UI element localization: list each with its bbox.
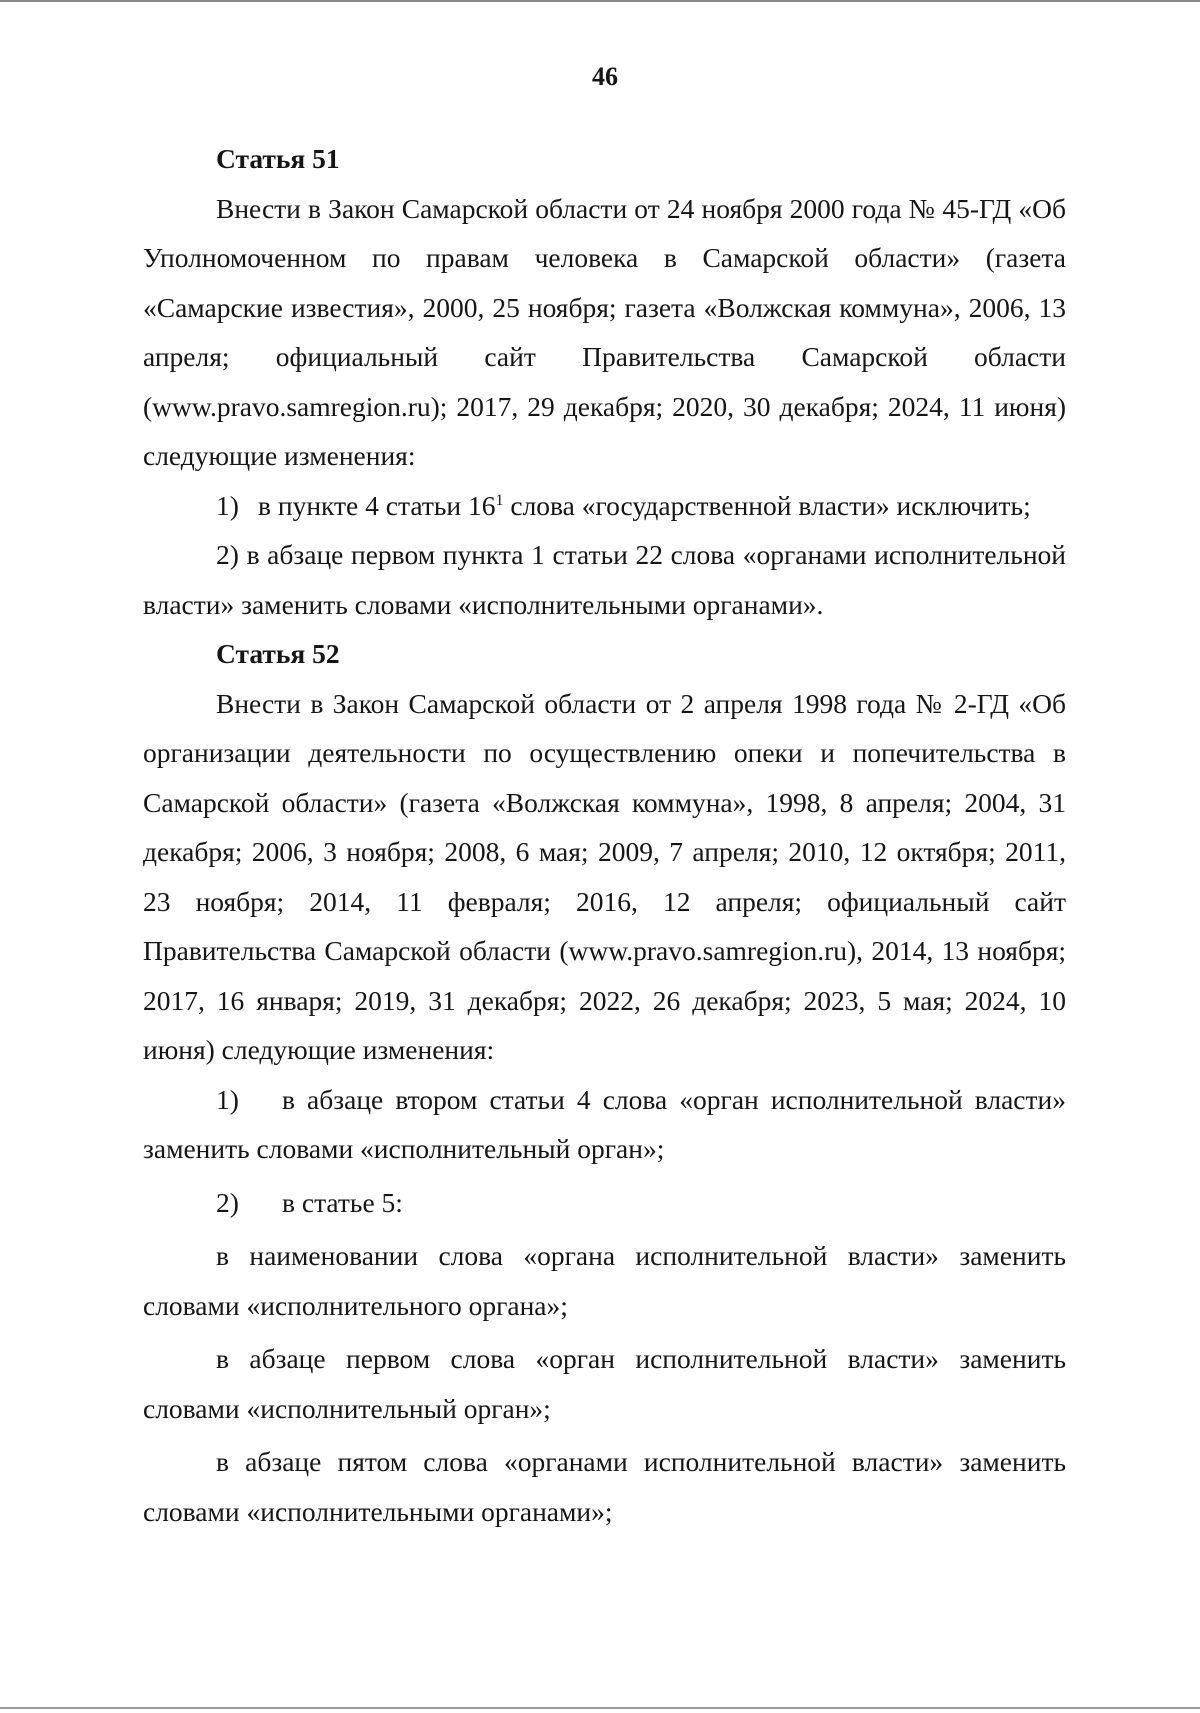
item-number: 1)	[216, 1083, 239, 1115]
item-number: 2)	[216, 539, 239, 570]
bottom-scan-edge	[0, 1707, 1200, 1709]
superscript: 1	[495, 491, 504, 509]
item-text: в абзаце первом пункта 1 статьи 22 слова «органами исполнительной власти» заменить словами «исполнительными органами».	[143, 539, 1067, 620]
article-52-item-1	[143, 1075, 1066, 1174]
article-51-item-1	[143, 481, 1066, 531]
article-51-item-2	[143, 530, 1066, 629]
article-52-subitem-3: в абзаце пятом слова «органами исполнительной власти» заменить словами «исполнительными органами»;	[143, 1446, 1066, 1527]
article-52-subitem-1: в наименовании слова «органа исполнительной власти» заменить словами «исполнительного органа»;	[143, 1240, 1066, 1321]
article-51-intro: Внести в Закон Самарской области от 24 ноября 2000 года № 45-ГД «Об Уполномоченном по правам человека в Самарской области» (газета «Самарские известия», 2000, 25 ноября; газета «Волжская коммуна», 2006, 13 апреля; официальный сайт Правительства Самарской области (www.pravo.samregion.ru); 2017, 29 декабря; 2020, 30 декабря; 2024, 11 июня) следующие изменения:	[143, 192, 1066, 471]
article-51-heading: Статья 51	[216, 143, 340, 174]
item-text-part: слова «государственной власти» исключить;	[503, 489, 1031, 521]
item-text: в абзаце втором статьи 4 слова «орган исполнительной власти» заменить словами «исполнительный орган»;	[143, 1083, 1066, 1164]
article-52-subitem-2: в абзаце первом слова «орган исполнительной власти» заменить словами «исполнительный орган»;	[143, 1343, 1066, 1424]
article-52-heading: Статья 52	[216, 638, 340, 669]
top-scan-edge	[0, 0, 1200, 2]
page-number: 46	[592, 62, 618, 91]
item-text-part: в пункте 4 статьи 16	[258, 489, 496, 521]
item-text: в статье 5:	[282, 1186, 403, 1218]
item-number: 2)	[216, 1186, 239, 1218]
item-number: 1)	[216, 489, 239, 521]
item-text	[258, 481, 1066, 531]
document-body	[143, 134, 1066, 1536]
article-52-item-2	[143, 1178, 1066, 1228]
article-52-intro: Внести в Закон Самарской области от 2 апреля 1998 года № 2-ГД «Об организации деятельности по осуществлению опеки и попечительства в Самарской области» (газета «Волжская коммуна», 1998, 8 апреля; 2004, 31 декабря; 2006, 3 ноября; 2008, 6 мая; 2009, 7 апреля; 2010, 12 октября; 2011, 23 ноября; 2014, 11 февраля; 2016, 12 апреля; официальный сайт Правительства Самарской области (www.pravo.samregion.ru), 2014, 13 ноября; 2017, 16 января; 2019, 31 декабря; 2022, 26 декабря; 2023, 5 мая; 2024, 10 июня) следующие изменения:	[143, 687, 1066, 1065]
